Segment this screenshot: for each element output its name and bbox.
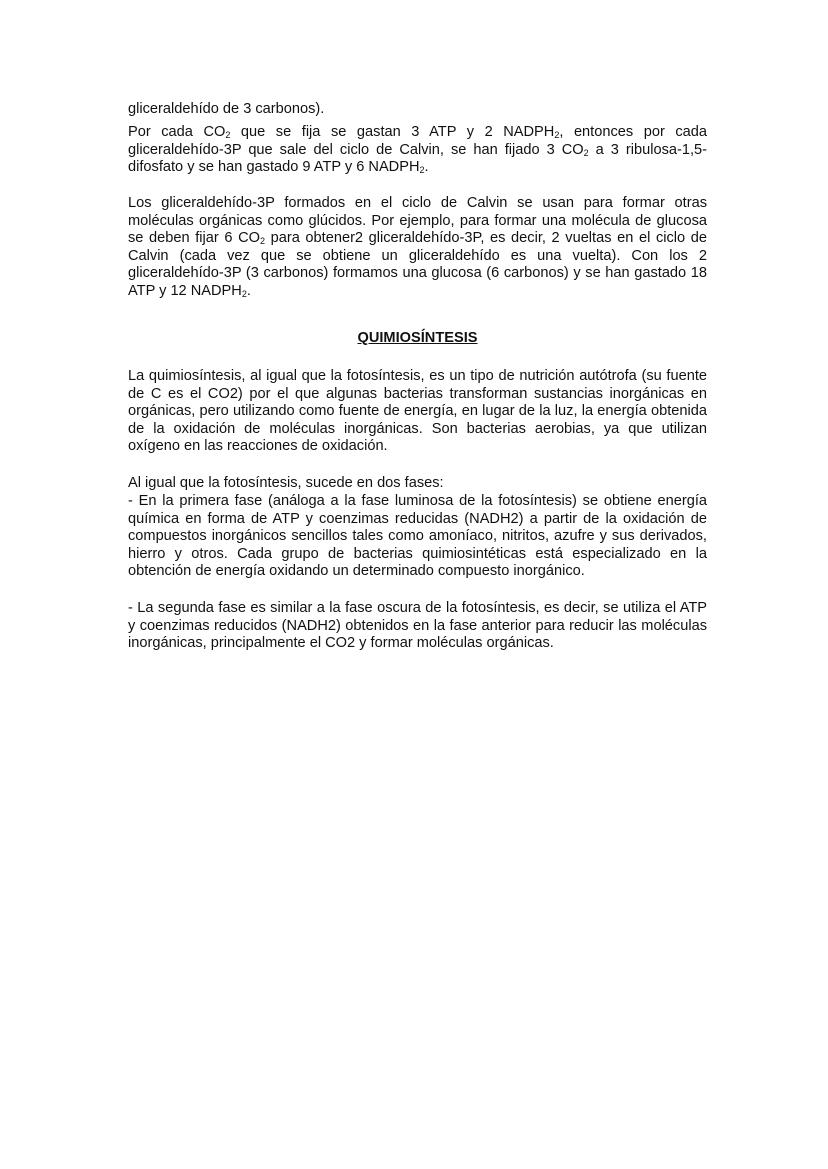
text-run: Los gliceraldehído-3P formados en el ciclo de Calvin se usan para formar otras moléculas orgánicas como glúcidos. Por ejemplo, para formar una molécula de glucosa se deben fijar 6 CO: [128, 195, 707, 247]
text-run: a 3 ribulosa-1,5-difosfato y se han gastado 9 ATP y 6 NADPH: [128, 141, 707, 176]
text-run: Por cada CO: [128, 124, 226, 140]
text-run: .: [424, 159, 429, 176]
subscript: 2: [419, 165, 425, 176]
subscript: 2: [241, 288, 247, 299]
text-run: , entonces por cada gliceraldehído-3P que sale del ciclo de Calvin, se han fijado 3 CO: [128, 124, 708, 158]
subscript: 2: [583, 147, 589, 158]
paragraph-intro-fragment: gliceraldehído de 3 carbonos).: [128, 101, 325, 117]
paragraph-second-phase: - La segunda fase es similar a la fase oscura de la fotosíntesis, es decir, se utiliza el ATP y coenzimas reducidos (NADH2) obtenidos en la fase anterior para reducir las moléculas inorgánicas, principalmente el CO2 y formar moléculas orgánicas.: [128, 600, 707, 652]
paragraph-atp-cost: [128, 124, 707, 177]
paragraph-chemosynthesis-definition: La quimiosíntesis, al igual que la fotosíntesis, es un tipo de nutrición autótrofa (su fuente de C es el CO2) por el que algunas bacterias transforman sustancias inorgánicas en orgánicas, pero utilizando como fuente de energía, en lugar de la luz, la energía obtenida de la oxidación de moléculas inorgánicas. Son bacterias aerobias, ya que utilizan oxígeno en las reacciones de oxidación.: [128, 368, 707, 455]
paragraph-first-phase: - En la primera fase (análoga a la fase luminosa de la fotosíntesis) se obtiene energía química en forma de ATP y coenzimas reducidas (NADH2) a partir de la oxidación de compuestos inorgánicos sencillos tales como amoníaco, nitritos, azufre y sus derivados, hierro y otros. Cada grupo de bacterias quimiosintéticas está especializado en la obtención de energía oxidando un determinado compuesto inorgánico.: [128, 493, 707, 580]
text-run: que se fija se gastan 3 ATP y 2 NADPH: [230, 124, 555, 140]
subscript: 2: [554, 130, 560, 140]
text-run: .: [246, 282, 251, 299]
paragraph-glucose-formation: [128, 195, 707, 301]
section-heading-quimiosintesis: QUIMIOSÍNTESIS: [357, 330, 478, 346]
subscript: 2: [225, 130, 231, 140]
paragraph-two-phases-intro: Al igual que la fotosíntesis, sucede en dos fases:: [128, 475, 444, 491]
text-run: para obtener2 gliceraldehído-3P, es decir, 2 vueltas en el ciclo de Calvin (cada vez que se obtiene un gliceraldehído es una vuelta). Con los 2 gliceraldehído-3P (3 carbonos) formamos una glucosa (6 carbonos) y se han gastado 18 ATP y 12 NADPH: [128, 230, 707, 299]
subscript: 2: [259, 236, 265, 247]
